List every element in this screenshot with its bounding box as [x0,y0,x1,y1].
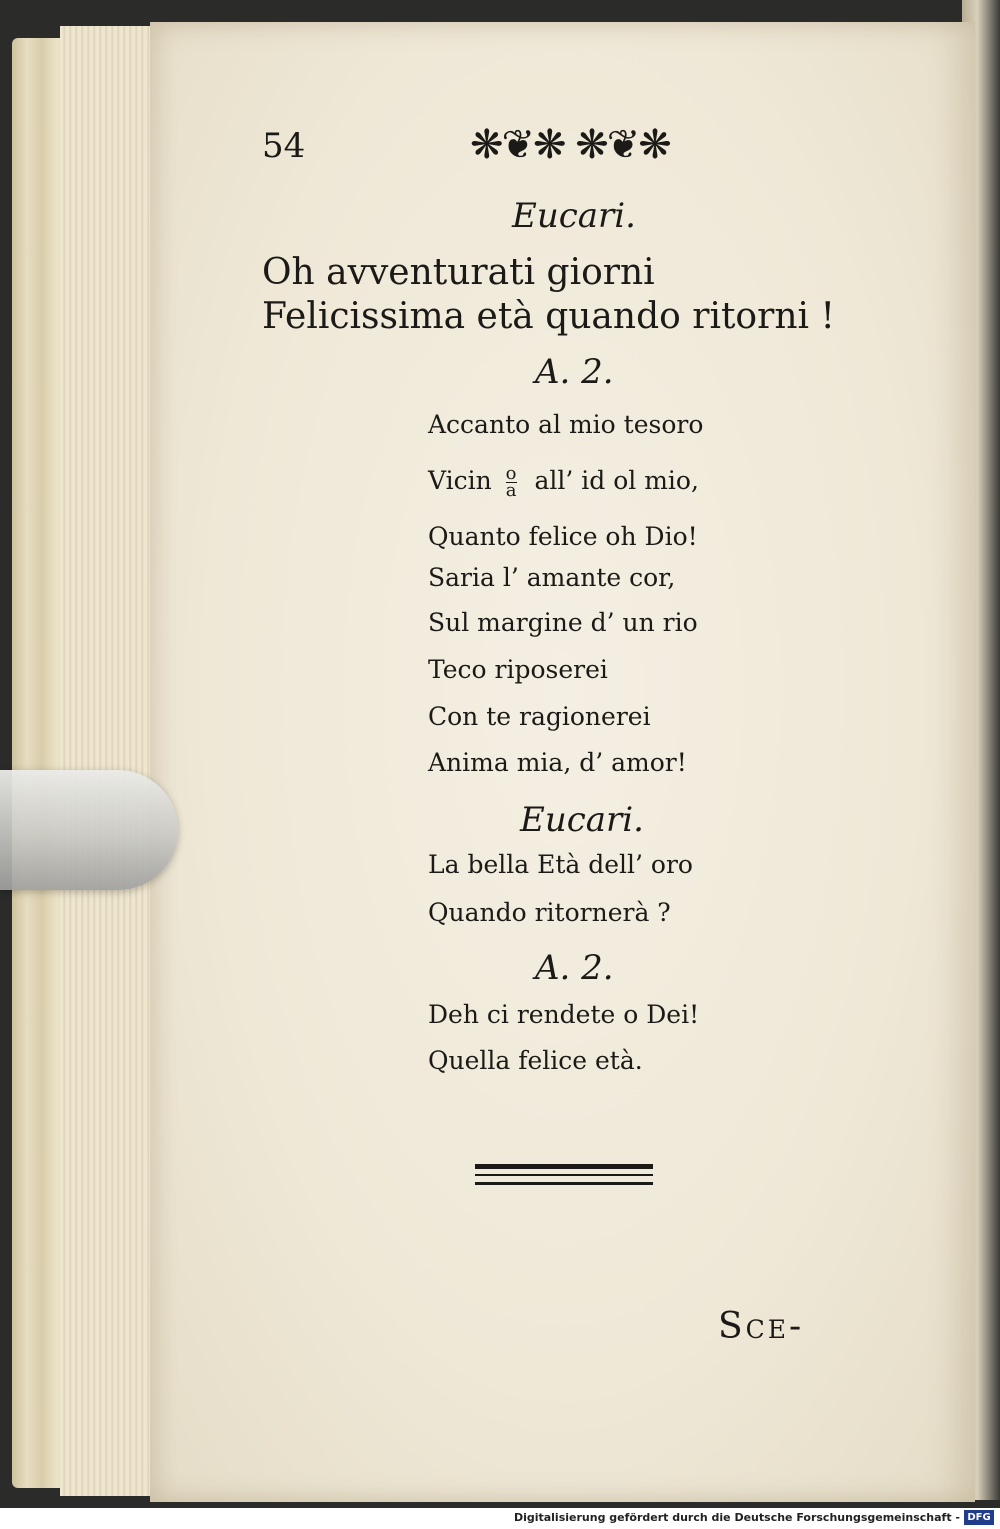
verse-teco: Teco riposerei [428,655,608,684]
footer-credit: Digitalisierung gefördert durch die Deutsche Forschungsgemeinschaft - [513,1511,960,1524]
header-ornament: ❋❦❋ ❋❦❋ [470,122,670,168]
page-number: 54 [262,126,306,166]
page-clip [0,770,178,890]
fraction-top: o [505,463,517,484]
verse-bella-eta: La bella Età dell’ oro [428,850,693,879]
vicin-fraction [505,463,517,501]
verse-deh: Deh ci rendete o Dei! [428,1000,700,1029]
verse-vicin [428,463,699,501]
verse-anima: Anima mia, d’ amor! [428,748,687,777]
verse-vicin-word: Vicin [428,466,492,495]
verse-margine: Sul margine d’ un rio [428,608,698,637]
verse-saria: Saria l’ amante cor, [428,563,676,592]
verse-quando: Quando ritornerà ? [428,898,671,927]
closing-rule-middle [475,1174,653,1176]
speaker-eucari-2: Eucari. [520,800,644,840]
fraction-bottom: a [505,480,517,501]
duet-heading-2: A. 2. [535,948,614,988]
duet-heading-1: A. 2. [535,352,614,392]
catchword: Sce- [718,1306,805,1347]
verse-line-2: Felicissima età quando ritorni ! [262,296,835,337]
verse-accanto: Accanto al mio tesoro [428,410,704,439]
verse-quella: Quella felice età. [428,1046,643,1075]
closing-rule-thin [475,1182,653,1185]
closing-rule-thick [475,1164,653,1169]
page-stack [60,26,160,1496]
speaker-eucari-1: Eucari. [512,196,636,236]
verse-vicin-rest: all’ id ol mio, [534,466,699,495]
dfg-logo: DFG [964,1510,994,1525]
verse-quanto: Quanto felice oh Dio! [428,522,698,551]
verse-con-te: Con te ragionerei [428,702,651,731]
verse-line-1: Oh avventurati giorni [262,252,655,293]
